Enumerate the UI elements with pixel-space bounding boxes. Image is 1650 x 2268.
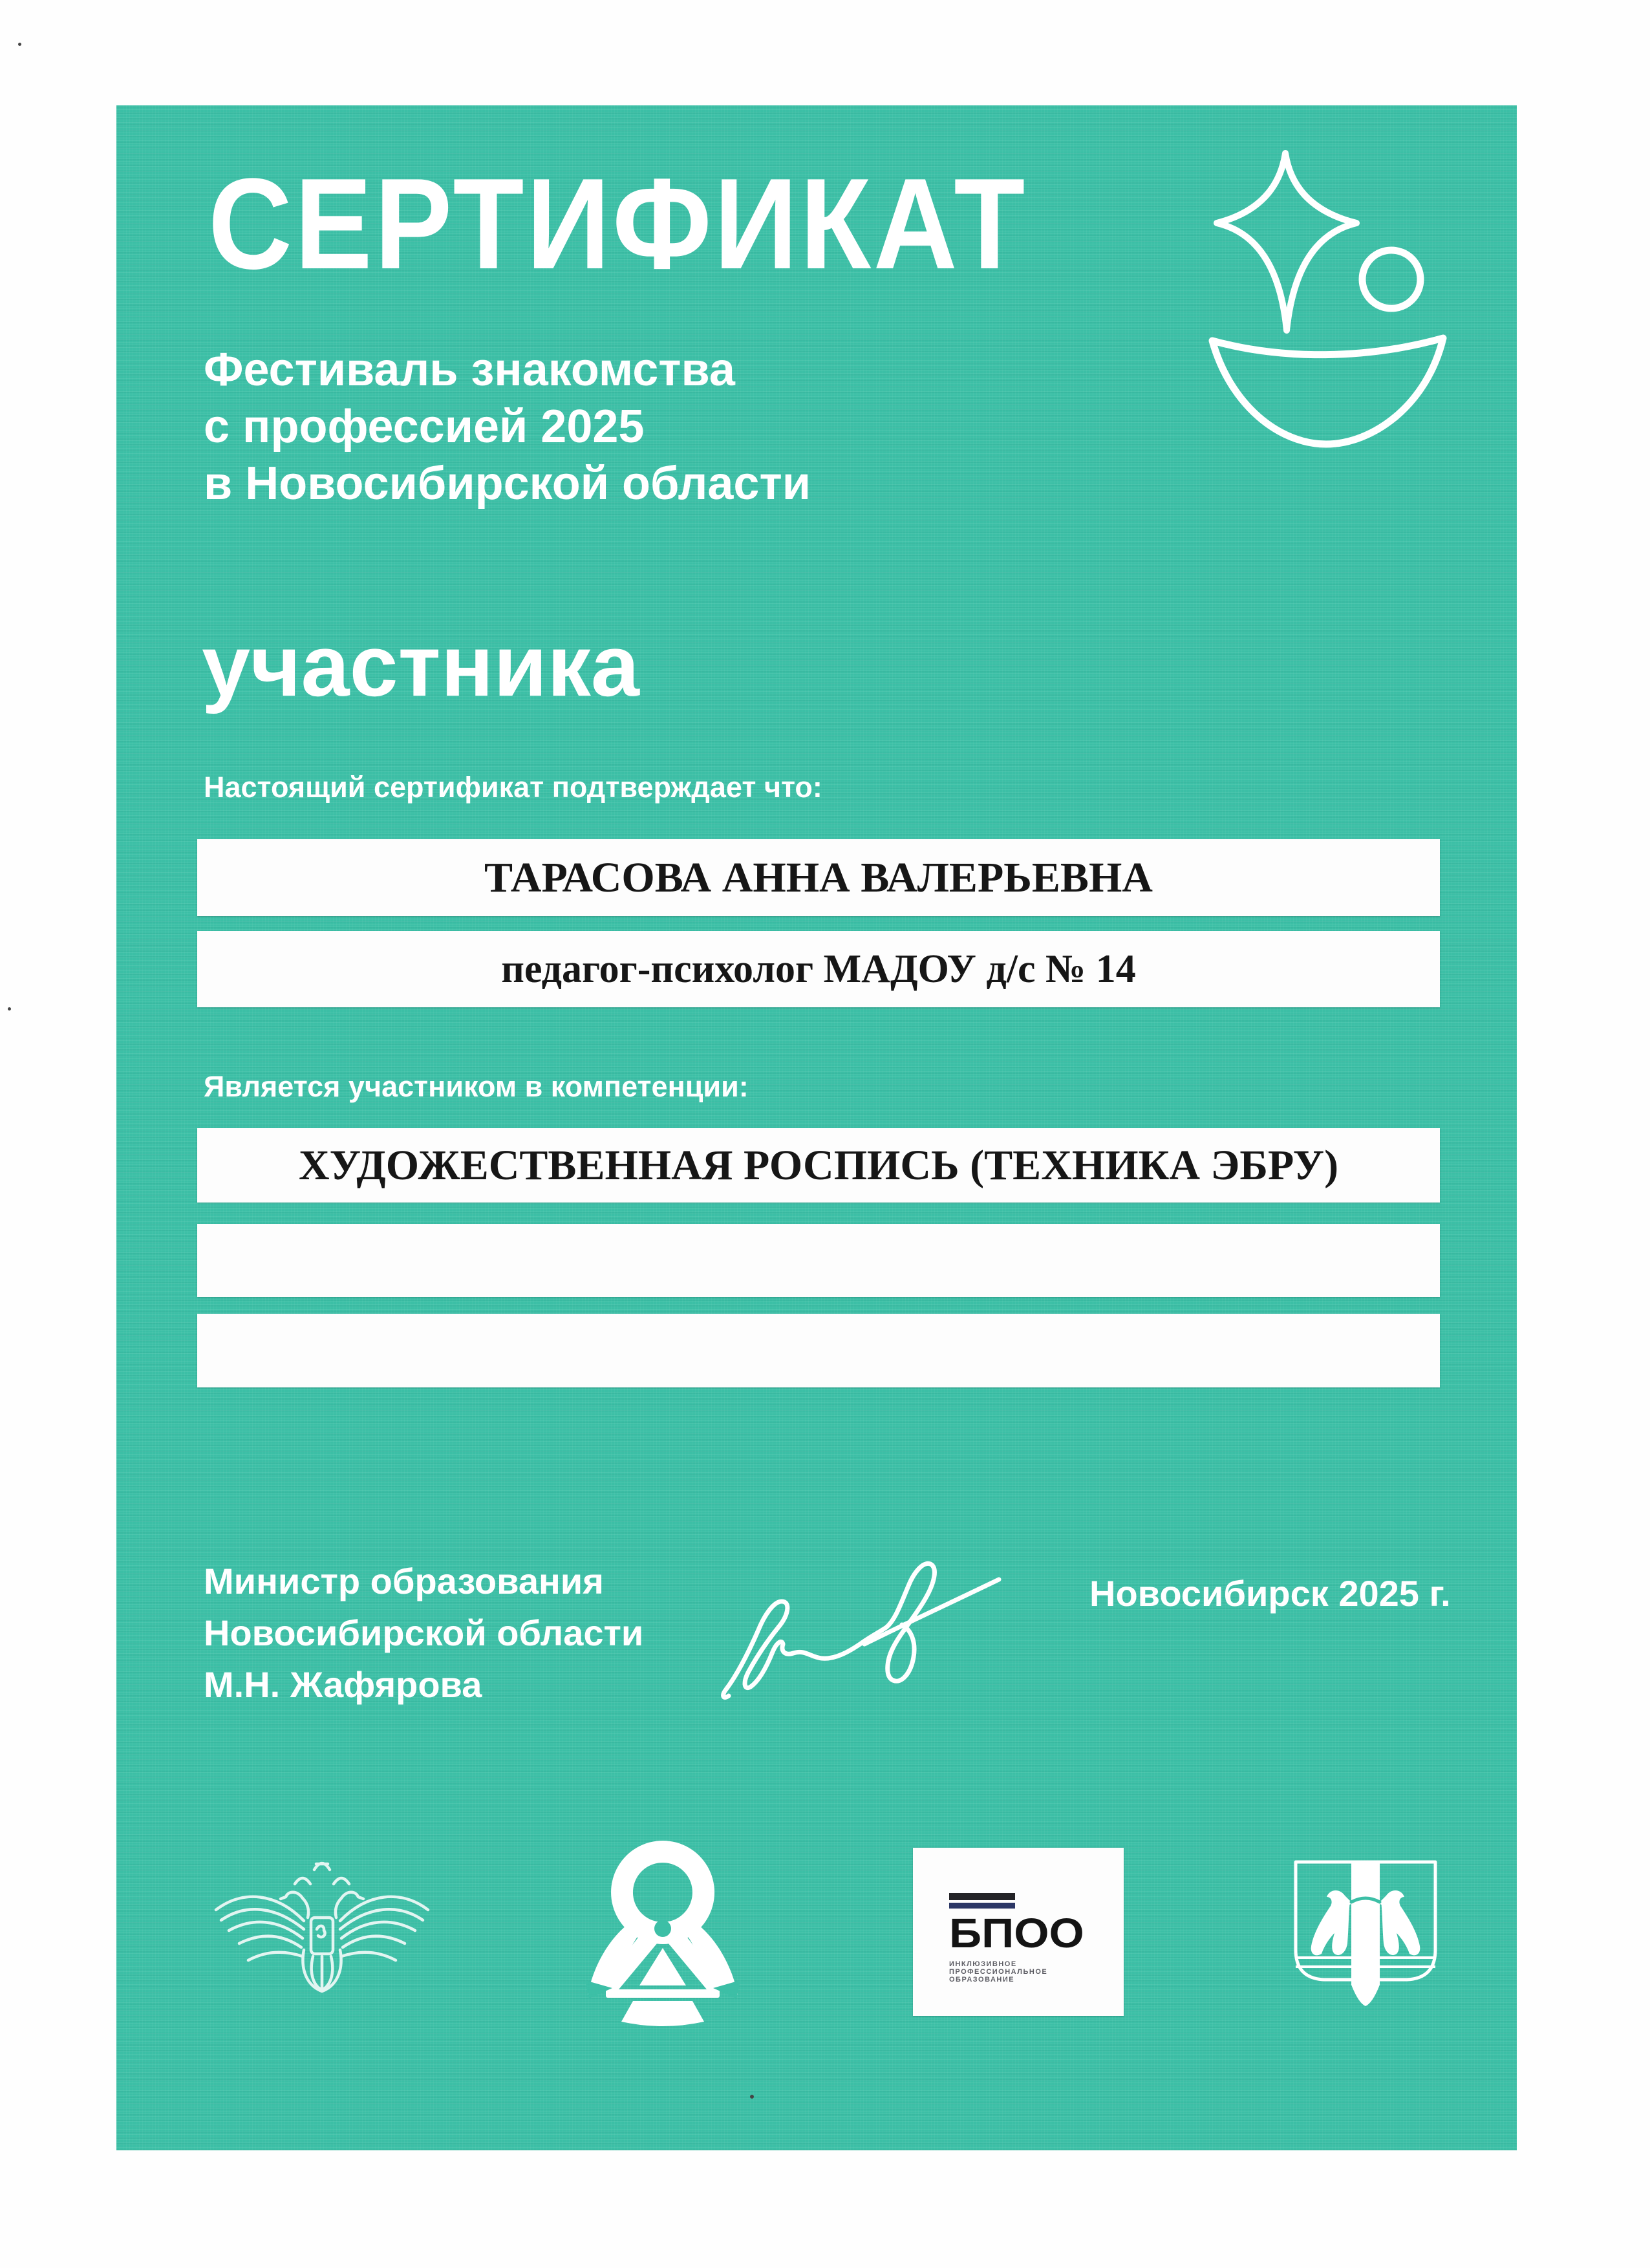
festival-subtitle-line: в Новосибирской области [204, 458, 811, 509]
signatory-line: Новосибирской области [204, 1612, 644, 1653]
bpoo-subtext-line: ОБРАЗОВАНИЕ [949, 1976, 1015, 1984]
bpoo-top-bar [949, 1893, 1015, 1900]
signatory-block [204, 1556, 643, 1711]
bpoo-subtext-line: ИНКЛЮЗИВНОЕ [949, 1960, 1017, 1968]
coat-left-animal [1311, 1890, 1350, 1955]
competence-field: ХУДОЖЕСТВЕННАЯ РОСПИСЬ (ТЕХНИКА ЭБРУ) [197, 1128, 1440, 1203]
signatory-line: М.Н. Жафярова [204, 1664, 482, 1705]
place-and-year: Новосибирск 2025 г. [1089, 1573, 1451, 1614]
recipient-position-field: педагог-психолог МАДОУ д/с № 14 [197, 931, 1440, 1007]
bpoo-subtext [949, 1960, 1073, 1984]
signature-autograph [695, 1542, 1005, 1704]
bpoo-bottom-bar [949, 1903, 1015, 1909]
coat-right-animal [1381, 1890, 1420, 1955]
competence-label: Является участником в компетенции: [204, 1070, 749, 1103]
certificate-title: СЕРТИФИКАТ [208, 152, 1027, 296]
novosibirsk-coat-of-arms-icon [1288, 1856, 1443, 2009]
scan-speck [8, 1007, 11, 1011]
ministry-eagle-emblem-icon [206, 1853, 438, 2016]
scan-speck [750, 2095, 754, 2099]
bpoo-abbreviation: БПОО [949, 1910, 1084, 1956]
signatory-line: Министр образования [204, 1561, 604, 1601]
festival-subtitle-line: Фестиваль знакомства [204, 344, 735, 396]
scan-speck [18, 43, 21, 46]
extra-field-2 [197, 1314, 1440, 1387]
recipient-name-field: ТАРАСОВА АННА ВАЛЕРЬЕВНА [197, 839, 1440, 916]
festival-subtitle [204, 341, 811, 512]
recipient-type-heading: участника [202, 617, 639, 714]
bpoo-subtext-line: ПРОФЕССИОНАЛЬНОЕ [949, 1968, 1048, 1976]
compass-figure-logo-icon [566, 1839, 763, 2028]
bpoo-logo [913, 1848, 1124, 2016]
festival-subtitle-line: с профессией 2025 [204, 401, 645, 453]
bpoo-logo-content [949, 1893, 1084, 1984]
confirmation-label: Настоящий сертификат подтверждает что: [204, 771, 822, 804]
sparkle-and-bowl-festival-logo-icon [1199, 145, 1452, 456]
extra-field-1 [197, 1224, 1440, 1297]
